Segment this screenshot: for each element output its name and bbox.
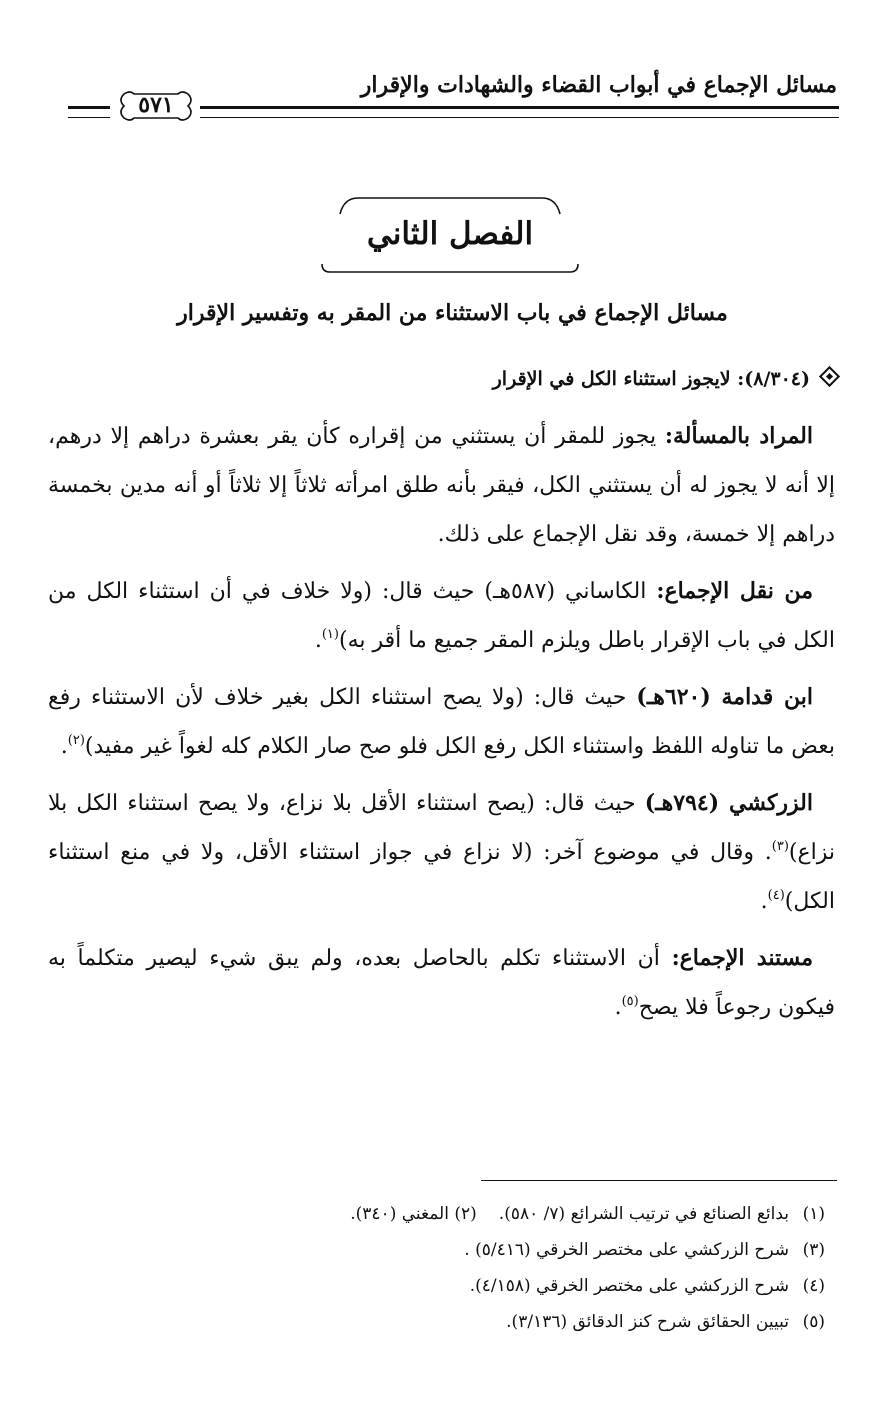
footnote-ref[interactable]: (٥) [621,994,639,1009]
chapter-heading-frame [318,192,582,274]
page-number: ٥٧١ [138,92,174,118]
footnote-text: شرح الزركشي على مختصر الخرقي (٤/١٥٨). [469,1276,789,1296]
period: . [314,628,322,653]
footnote-ref[interactable]: (١) [321,627,339,642]
running-header-title: مسائل الإجماع في أبواب القضاء والشهادات والإقرار [360,72,837,98]
paragraph-text: حيث قال: (يصح استثناء الأقل بلا نزاع، ولا يصح استثناء الكل بلا نزاع) [48,791,835,865]
footnote-text: بدائع الصنائع في ترتيب الشرائع (٧/ ٥٨٠). [498,1204,789,1224]
paragraph-lead: من نقل الإجماع: [656,578,814,604]
diamond-bullet-icon [819,366,840,387]
header-rule-left [68,106,110,118]
paragraph-consensus-basis [48,934,835,1032]
paragraph-consensus-source [48,567,835,665]
period: . [60,734,68,759]
paragraph-text: حيث قال: (ولا يصح استثناء الكل بغير خلاف لأن الاستثناء رفع بعض ما تناوله اللفظ واستثناء الكل رفع الكل فلو صح صار الكلام كله لغواً غير مفيد) [48,685,835,759]
body-text [48,412,835,1032]
footnote-text: تبيين الحقائق شرح كنز الدقائق (٣/١٣٦). [506,1312,789,1332]
paragraph-text: أن الاستثناء تكلم بالحاصل بعده، ولم يبق شيء ليصير متكلماً به فيكون رجوعاً فلا يصح [48,946,835,1020]
period: . [614,995,622,1020]
paragraph-ibn-qudama [48,673,835,771]
paragraph-text: يجوز للمقر أن يستثني من إقراره كأن يقر بعشرة دراهم إلا درهم، إلا أنه لا يجوز له أن يستثني الكل، فيقر بأنه طلق امرأته ثلاثاً إلا ثلاثاً أو أنه مدين بخمسة دراهم إلا خمسة، وقد نقل الإجماع على ذلك. [48,424,835,547]
header-rule [200,106,839,118]
paragraph-text: . وقال في موضوع آخر: (لا نزاع في جواز استثناء الأقل، ولا في منع استثناء الكل) [48,840,835,914]
paragraph-lead: مستند الإجماع: [671,945,814,971]
footnote-1-2 [145,1196,825,1232]
issue-heading [137,368,837,390]
paragraph-issue-meaning [48,412,835,559]
footnote-text: شرح الزركشي على مختصر الخرقي (٥/٤١٦) . [464,1240,789,1260]
page-number-ornament [114,86,198,126]
footnote-3 [145,1232,825,1268]
paragraph-text: الكاساني (٥٨٧هـ) حيث قال: (ولا خلاف في أن استثناء الكل من الكل في باب الإقرار باطل ويلزم المقر جميع ما أقر به) [48,579,835,653]
footnote-number: (٢) [454,1204,477,1224]
footnote-5 [145,1304,825,1340]
paragraph-zarkashi [48,779,835,926]
footnotes [145,1196,825,1340]
footnote-number: (٣) [802,1240,825,1260]
period: . [760,889,768,914]
footnote-number: (٤) [802,1276,825,1296]
paragraph-lead: ابن قدامة (٦٢٠هـ) [636,684,813,710]
chapter-subtitle: مسائل الإجماع في باب الاستثناء من المقر به وتفسير الإقرار [177,300,728,326]
chapter-title: الفصل الثاني [366,216,534,252]
footnote-4 [145,1268,825,1304]
paragraph-lead: المراد بالمسألة: [664,423,814,449]
footnote-ref[interactable]: (٣) [771,839,789,854]
footnote-number: (٥) [802,1312,825,1332]
footnote-ref[interactable]: (٤) [767,888,785,903]
footnote-ref[interactable]: (٢) [67,733,85,748]
paragraph-lead: الزركشي (٧٩٤هـ) [644,790,813,816]
footnote-number: (١) [802,1204,825,1224]
footnote-text: المغني (٣٤٠). [350,1204,449,1224]
issue-title: لايجوز استثناء الكل في الإقرار [492,368,731,390]
issue-number: (٨/٣٠٤): [737,368,810,390]
footnote-separator [481,1180,837,1181]
